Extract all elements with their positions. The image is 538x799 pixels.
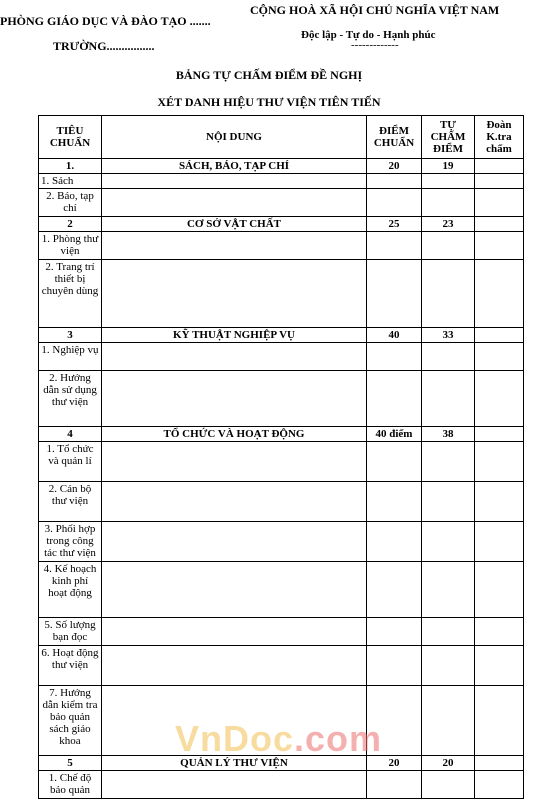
section-inspection-score <box>475 328 524 343</box>
watermark-part2: .com <box>294 718 383 759</box>
header-self-score: TỰ CHẤM ĐIỂM <box>422 116 475 159</box>
criterion-label: 1. Chế độ bảo quản <box>39 771 102 799</box>
criterion-row <box>39 371 524 427</box>
criterion-standard <box>367 442 422 482</box>
criterion-self <box>422 482 475 522</box>
criterion-row <box>39 482 524 522</box>
criterion-row <box>39 343 524 371</box>
table-header-row <box>39 116 524 159</box>
criterion-self <box>422 646 475 686</box>
criterion-self <box>422 232 475 260</box>
criterion-standard <box>367 174 422 189</box>
section-inspection-score <box>475 427 524 442</box>
criterion-content <box>102 771 367 799</box>
criterion-inspection <box>475 189 524 217</box>
criterion-content <box>102 442 367 482</box>
score-table <box>38 115 524 799</box>
section-self-score: 23 <box>422 217 475 232</box>
criterion-content <box>102 562 367 618</box>
criterion-inspection <box>475 646 524 686</box>
criterion-self <box>422 618 475 646</box>
criterion-self <box>422 442 475 482</box>
section-row <box>39 756 524 771</box>
section-standard-score: 20 <box>367 159 422 174</box>
section-standard-score: 40 <box>367 328 422 343</box>
motto-underline: ------------- <box>351 39 399 51</box>
criterion-row <box>39 522 524 562</box>
criterion-content <box>102 522 367 562</box>
criterion-label: 2. Cán bộ thư viện <box>39 482 102 522</box>
criterion-label: 1. Tổ chức và quản lí <box>39 442 102 482</box>
header-standard-score: ĐIỂM CHUẨN <box>367 116 422 159</box>
criterion-standard <box>367 232 422 260</box>
criterion-standard <box>367 260 422 328</box>
criterion-self <box>422 189 475 217</box>
criterion-self <box>422 562 475 618</box>
section-number: 3 <box>39 328 102 343</box>
section-self-score: 33 <box>422 328 475 343</box>
criterion-standard <box>367 343 422 371</box>
criterion-standard <box>367 189 422 217</box>
criterion-content <box>102 371 367 427</box>
section-self-score: 19 <box>422 159 475 174</box>
section-number: 5 <box>39 756 102 771</box>
section-number: 2 <box>39 217 102 232</box>
section-row <box>39 427 524 442</box>
section-name: CƠ SỞ VẬT CHẤT <box>102 217 367 232</box>
criterion-standard <box>367 562 422 618</box>
section-inspection-score <box>475 159 524 174</box>
criterion-self <box>422 686 475 756</box>
criterion-inspection <box>475 562 524 618</box>
criterion-row <box>39 618 524 646</box>
criterion-label: 1. Nghiệp vụ <box>39 343 102 371</box>
criterion-row <box>39 442 524 482</box>
section-standard-score: 40 điểm <box>367 427 422 442</box>
section-name: KỸ THUẬT NGHIỆP VỤ <box>102 328 367 343</box>
criterion-inspection <box>475 442 524 482</box>
section-name: SÁCH, BÁO, TẠP CHÍ <box>102 159 367 174</box>
criterion-inspection <box>475 260 524 328</box>
section-standard-score: 25 <box>367 217 422 232</box>
criterion-inspection <box>475 771 524 799</box>
criterion-label: 7. Hướng dẫn kiểm tra bảo quản sách giáo khoa <box>39 686 102 756</box>
table-body <box>39 159 524 799</box>
section-number: 1. <box>39 159 102 174</box>
criterion-row <box>39 686 524 756</box>
section-standard-score: 20 <box>367 756 422 771</box>
criterion-label: 4. Kế hoạch kinh phí hoạt động <box>39 562 102 618</box>
section-row <box>39 159 524 174</box>
header-criterion: TIÊU CHUẨN <box>39 116 102 159</box>
criterion-standard <box>367 371 422 427</box>
criterion-inspection <box>475 618 524 646</box>
document-title: BẢNG TỰ CHẤM ĐIỂM ĐỀ NGHỊ <box>175 68 363 82</box>
section-row <box>39 328 524 343</box>
criterion-row <box>39 232 524 260</box>
criterion-label: 5. Số lượng bạn đọc <box>39 618 102 646</box>
criterion-label: 2. Trang trí thiết bị chuyên dùng <box>39 260 102 328</box>
criterion-label: 1. Sách <box>39 174 102 189</box>
criterion-standard <box>367 771 422 799</box>
criterion-content <box>102 646 367 686</box>
section-self-score: 20 <box>422 756 475 771</box>
criterion-self <box>422 771 475 799</box>
criterion-row <box>39 562 524 618</box>
criterion-content <box>102 482 367 522</box>
header-content: NỘI DUNG <box>102 116 367 159</box>
criterion-inspection <box>475 174 524 189</box>
criterion-content <box>102 686 367 756</box>
section-inspection-score <box>475 217 524 232</box>
criterion-row <box>39 771 524 799</box>
criterion-content <box>102 174 367 189</box>
school-name: TRƯỜNG................ <box>53 39 155 53</box>
section-row <box>39 217 524 232</box>
criterion-label: 1. Phòng thư viện <box>39 232 102 260</box>
criterion-standard <box>367 618 422 646</box>
criterion-inspection <box>475 343 524 371</box>
criterion-row <box>39 189 524 217</box>
criterion-self <box>422 371 475 427</box>
criterion-self <box>422 343 475 371</box>
criterion-self <box>422 522 475 562</box>
criterion-inspection <box>475 371 524 427</box>
criterion-label: 6. Hoạt động thư viện <box>39 646 102 686</box>
header-inspection-score: Đoàn K.tra chấm <box>475 116 524 159</box>
criterion-inspection <box>475 482 524 522</box>
criterion-standard <box>367 646 422 686</box>
section-self-score: 38 <box>422 427 475 442</box>
criterion-row <box>39 260 524 328</box>
section-number: 4 <box>39 427 102 442</box>
criterion-row <box>39 646 524 686</box>
department-name: PHÒNG GIÁO DỤC VÀ ĐÀO TẠO ....... <box>0 14 211 28</box>
criterion-inspection <box>475 522 524 562</box>
criterion-inspection <box>475 686 524 756</box>
watermark-part1: VnDoc <box>175 718 295 759</box>
document-subtitle: XÉT DANH HIỆU THƯ VIỆN TIÊN TIẾN <box>157 95 381 109</box>
criterion-content <box>102 260 367 328</box>
criterion-row <box>39 174 524 189</box>
criterion-self <box>422 174 475 189</box>
section-name: QUẢN LÝ THƯ VIỆN <box>102 756 367 771</box>
national-motto: Độc lập - Tự do - Hạnh phúc <box>301 29 436 41</box>
criterion-label: 2. Báo, tạp chí <box>39 189 102 217</box>
section-name: TỔ CHỨC VÀ HOẠT ĐỘNG <box>102 427 367 442</box>
criterion-content <box>102 189 367 217</box>
criterion-standard <box>367 686 422 756</box>
criterion-inspection <box>475 232 524 260</box>
criterion-content <box>102 232 367 260</box>
criterion-label: 3. Phối hợp trong công tác thư viện <box>39 522 102 562</box>
criterion-standard <box>367 522 422 562</box>
criterion-content <box>102 618 367 646</box>
criterion-self <box>422 260 475 328</box>
section-inspection-score <box>475 756 524 771</box>
criterion-label: 2. Hướng dẫn sử dụng thư viện <box>39 371 102 427</box>
national-title: CỘNG HOÀ XÃ HỘI CHỦ NGHĨA VIỆT NAM <box>250 3 500 17</box>
criterion-standard <box>367 482 422 522</box>
criterion-content <box>102 343 367 371</box>
